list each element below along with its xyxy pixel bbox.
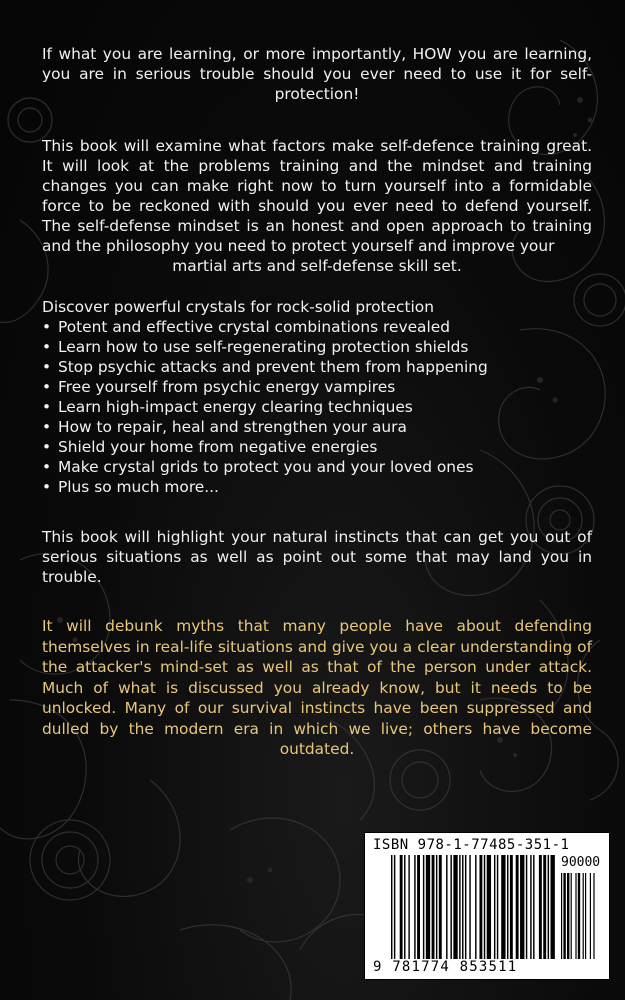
barcode-bar: [391, 855, 392, 959]
barcode-bar: [494, 855, 495, 959]
benefits-list-section: [42, 297, 592, 497]
barcode-bar: [423, 855, 424, 959]
barcode-bar: [526, 855, 527, 959]
isbn-barcode: [364, 832, 610, 980]
bullet-icon: •: [42, 478, 52, 496]
list-item: • How to repair, heal and strengthen your aura: [42, 418, 407, 436]
benefits-list: [42, 317, 592, 497]
barcode-bar: [590, 873, 591, 959]
barcode-bar: [446, 855, 447, 959]
barcode-bar: [551, 855, 555, 959]
barcode-bar: [436, 855, 437, 959]
barcode-bar: [501, 855, 505, 959]
barcode-bar: [400, 855, 403, 959]
barcode-bar: [484, 855, 485, 959]
bullet-icon: •: [42, 438, 52, 456]
barcode-bar: [507, 855, 508, 959]
barcode-bar: [593, 873, 594, 959]
description-paragraph: [42, 136, 592, 276]
bullet-icon: •: [42, 418, 52, 436]
bullet-icon: •: [42, 318, 52, 336]
barcode-bar: [533, 855, 534, 959]
list-item: • Learn high-impact energy clearing techniques: [42, 398, 413, 416]
list-item: • Learn how to use self-regenerating protection shields: [42, 338, 469, 356]
barcode-bar: [571, 873, 572, 959]
list-item: • Stop psychic attacks and prevent them from happening: [42, 358, 488, 376]
barcode-bar: [462, 855, 463, 959]
list-item: • Plus so much more...: [42, 478, 219, 496]
isbn-label: ISBN 978-1-77485-351-1: [373, 837, 570, 853]
barcode-bar: [497, 855, 498, 959]
barcode-addon-bars: [561, 873, 601, 959]
barcode-bar: [465, 855, 466, 959]
barcode-bar: [575, 873, 576, 959]
barcode-digits: 9 781774 853511: [373, 959, 518, 975]
bullet-icon: •: [42, 398, 52, 416]
barcode-bar: [394, 855, 395, 959]
barcode-bar: [548, 855, 549, 959]
list-item: • Free yourself from psychic energy vampires: [42, 378, 396, 396]
list-item: • Shield your home from negative energies: [42, 438, 378, 456]
barcode-bar: [530, 855, 531, 959]
list-item: • Potent and effective crystal combinations revealed: [42, 318, 450, 336]
highlight-paragraph: It will debunk myths that many people have about defending themselves in real-life situations and give you a clear understanding of the attacker's mind-set as well as that of the person under attack. Much of what is discussed you already know, but it needs to be unlocked. Many of our survival instincts have been suppressed and dulled by the modern era in which we live; others have become outdated.: [42, 617, 592, 758]
barcode-bar: [453, 855, 457, 959]
description-body: This book will examine what factors make self-defence training great. It will look at the problems training and the mindset and training changes you can make right now to turn yourself into a formidable force to be reckoned with should you ever need to defend yourself. The self-defense mindset is an honest and open approach to training and the philosophy you need to protect yourself and improve your: [42, 137, 592, 255]
barcode-bar: [404, 855, 405, 959]
bullet-icon: •: [42, 378, 52, 396]
bullet-icon: •: [42, 358, 52, 376]
intro-paragraph: If what you are learning, or more importantly, HOW you are learning, you are in serious trouble should you ever need to use it for self-protection!: [42, 45, 592, 103]
barcode-bar: [563, 873, 565, 959]
barcode-bar: [439, 855, 442, 959]
barcode-bar: [426, 855, 430, 959]
barcode-bar: [450, 855, 451, 959]
barcode-bar: [479, 855, 482, 959]
barcode-bar: [432, 855, 435, 959]
barcode-bar: [578, 873, 580, 959]
barcode-bar: [583, 873, 584, 959]
barcode-bar: [408, 855, 409, 959]
barcode-bar: [475, 855, 476, 959]
barcode-bar: [585, 873, 586, 959]
barcode-bar: [539, 855, 542, 959]
barcode-bar: [469, 855, 470, 959]
barcode-bar: [510, 855, 513, 959]
instincts-paragraph: This book will highlight your natural instincts that can get you out of serious situations as well as point out some that may land you in trouble.: [42, 528, 592, 586]
barcode-bar: [459, 855, 460, 959]
price-code: 90000: [561, 855, 601, 870]
barcode-bar: [487, 855, 491, 959]
barcode-bar: [414, 855, 415, 959]
barcode-bar: [516, 855, 519, 959]
barcode-bar: [543, 855, 546, 959]
barcode-bar: [567, 873, 569, 959]
barcode-bar: [561, 873, 562, 959]
bullet-icon: •: [42, 458, 52, 476]
barcode-bar: [417, 855, 420, 959]
bullet-icon: •: [42, 338, 52, 356]
list-item: • Make crystal grids to protect you and your loved ones: [42, 458, 474, 476]
benefits-list-intro: Discover powerful crystals for rock-solid protection: [42, 298, 434, 316]
description-last-line: martial arts and self-defense skill set.: [172, 257, 462, 275]
barcode-bars: [391, 855, 555, 959]
barcode-bar: [520, 855, 524, 959]
